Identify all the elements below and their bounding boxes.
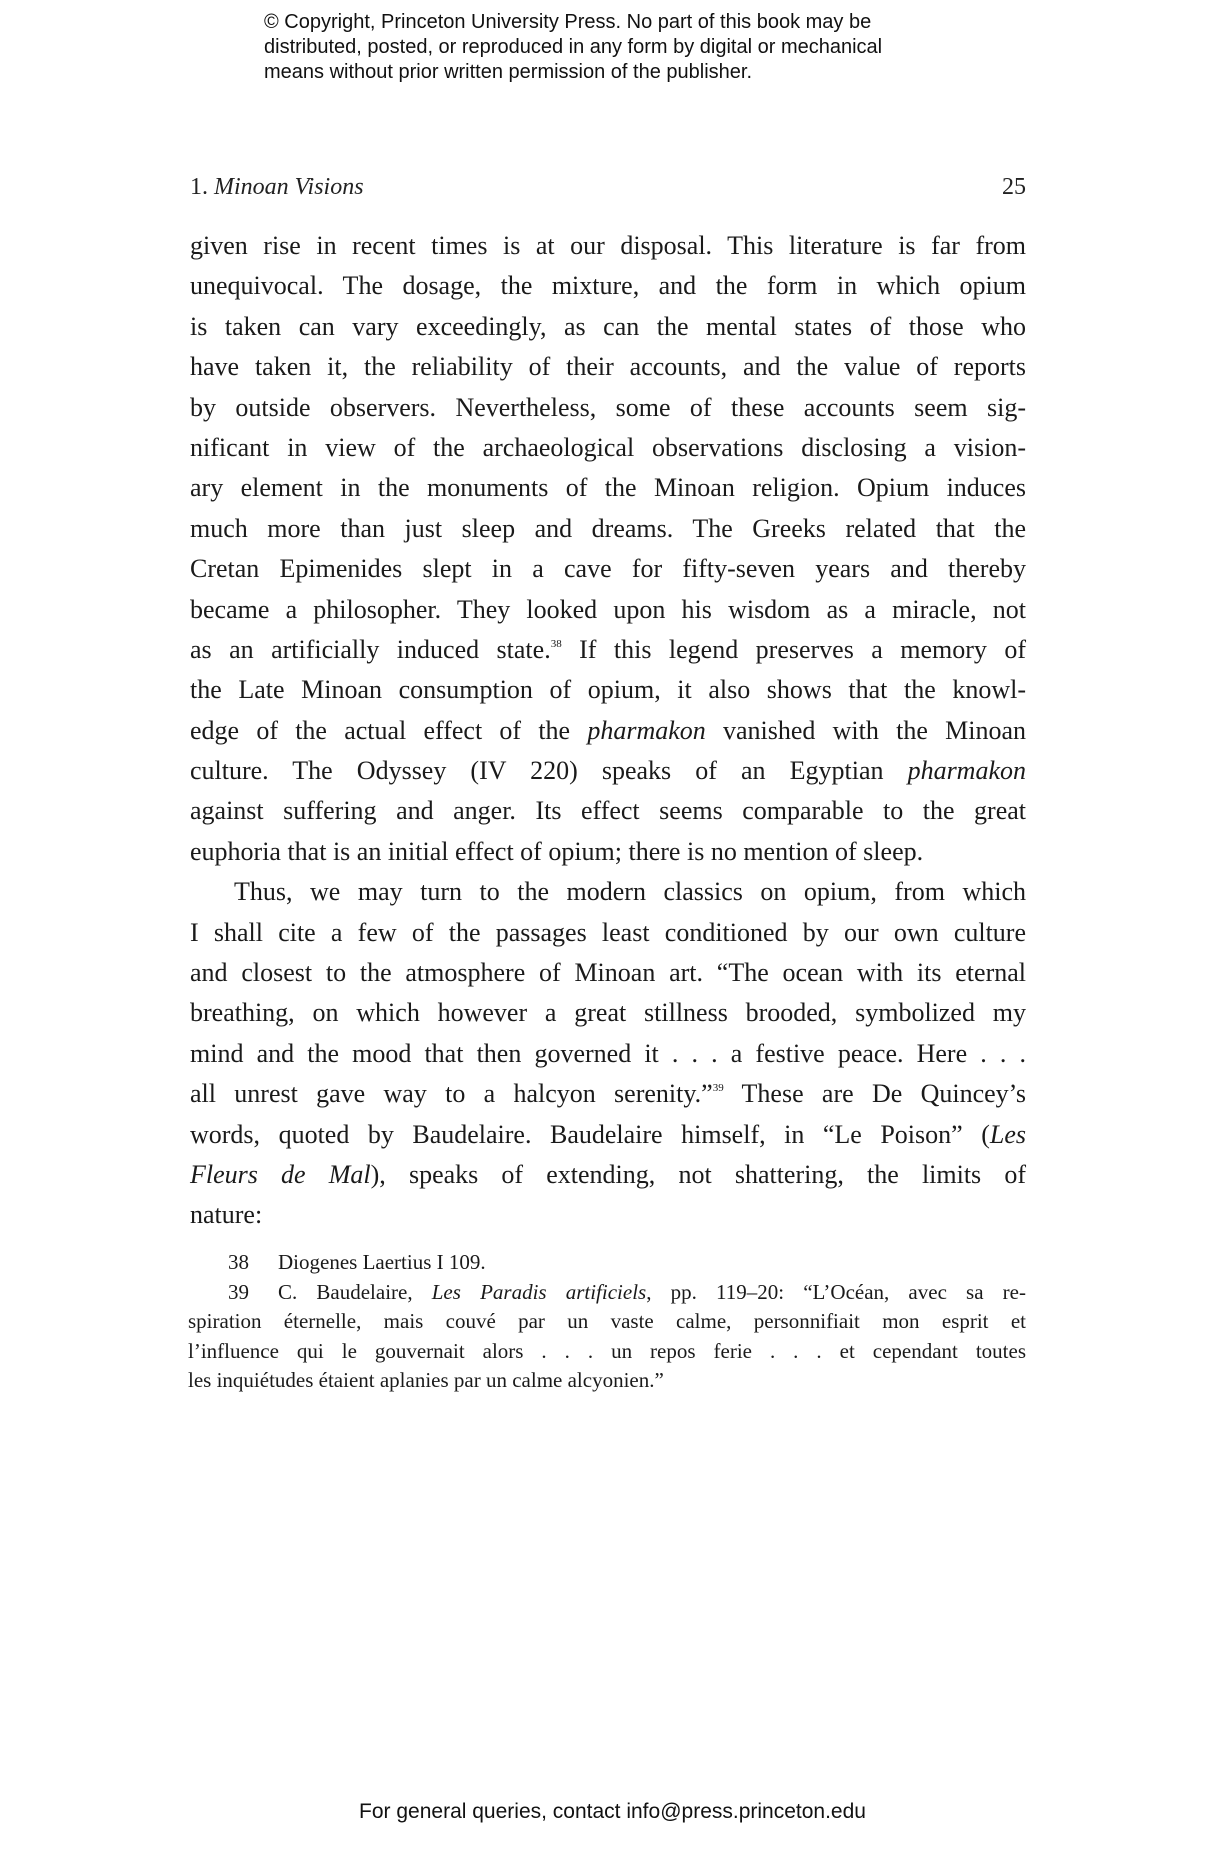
text-line: edge of the actual effect of the pharmakon vanished with the Minoan <box>190 715 1026 745</box>
copyright-line: means without prior written permission of the publisher. <box>264 61 753 83</box>
copyright-line: distributed, posted, or reproduced in any form by digital or mechanical <box>264 36 883 58</box>
text-line: Thus, we may turn to the modern classics on opium, from which <box>234 877 1026 907</box>
body-text <box>190 226 1026 1236</box>
text-line: much more than just sleep and dreams. The Greeks related that the <box>190 513 1026 543</box>
text-line: given rise in recent times is at our disposal. This literature is far from <box>190 231 1026 260</box>
chapter-number: 1. <box>190 174 208 200</box>
page-number: 25 <box>1002 174 1026 200</box>
text-line: I shall cite a few of the passages least conditioned by our own culture <box>190 917 1026 947</box>
text-line: became a philosopher. They looked upon his wisdom as a miracle, not <box>190 594 1026 624</box>
footer-contact: For general queries, contact info@press.princeton.edu <box>359 1800 866 1823</box>
copyright-line: © Copyright, Princeton University Press. No part of this book may be <box>264 11 872 33</box>
footnote-line: spiration éternelle, mais couvé par un vaste calme, personnifiait mon esprit et <box>188 1309 1026 1333</box>
footnote-line: l’influence qui le gouvernait alors . . . un repos ferie . . . et cependant toutes <box>188 1338 1026 1363</box>
text-line: against suffering and anger. Its effect seems comparable to the great <box>190 796 1026 826</box>
text-line: as an artificially induced state.$^{38}$ If this legend preserves a memory of <box>190 634 1026 664</box>
footnote-line: les inquiétudes étaient aplanies par un calme alcyonien.” <box>188 1368 664 1392</box>
footnote-38: 38 Diogenes Laertius I 109. <box>188 1248 1026 1278</box>
text-line: euphoria that is an initial effect of opium; there is no mention of sleep. <box>190 836 924 866</box>
text-line: Fleurs de Mal), speaks of extending, not shattering, the limits of <box>190 1159 1026 1189</box>
text-line: have taken it, the reliability of their accounts, and the value of reports <box>190 352 1026 382</box>
text-line: and closest to the atmosphere of Minoan art. “The ocean with its eternal <box>190 958 1026 988</box>
copyright-notice <box>264 10 964 85</box>
chapter-title-text: Minoan Visions <box>214 174 364 200</box>
text-line: by outside observers. Nevertheless, some of these accounts seem sig- <box>190 392 1026 422</box>
text-line: unequivocal. The dosage, the mixture, and the form in which opium <box>190 271 1026 301</box>
text-line: mind and the mood that then governed it . . . a festive peace. Here . . . <box>190 1038 1026 1068</box>
text-line: all unrest gave way to a halcyon serenity.”$^{39}$ These are De Quincey’s <box>190 1079 1026 1109</box>
chapter-title <box>190 174 364 201</box>
running-head <box>190 174 1026 208</box>
text-line: nificant in view of the archaeological observations disclosing a vision- <box>190 432 1026 462</box>
text-line: culture. The Odyssey (IV 220) speaks of an Egyptian pharmakon <box>190 756 1026 786</box>
footnotes <box>188 1248 1026 1396</box>
footnote-39: 39 C. Baudelaire, Les Paradis artificiels, pp. 119–20: “L’Océan, avec sa re- <box>188 1278 1026 1308</box>
text-line: words, quoted by Baudelaire. Baudelaire himself, in “Le Poison” (Les <box>190 1119 1026 1149</box>
text-line: breathing, on which however a great stillness brooded, symbolized my <box>190 998 1026 1028</box>
footnote-number: 39 <box>228 1279 249 1304</box>
text-line: the Late Minoan consumption of opium, it also shows that the knowl- <box>190 675 1026 705</box>
footnote-ref-38: 38 <box>550 637 562 650</box>
text-line: ary element in the monuments of the Minoan religion. Opium induces <box>190 473 1026 503</box>
text-line: is taken can vary exceedingly, as can the mental states of those who <box>190 311 1026 341</box>
text-line: Cretan Epimenides slept in a cave for fifty-seven years and thereby <box>190 554 1026 584</box>
footnote-ref-39: 39 <box>712 1082 724 1095</box>
text-line: nature: <box>190 1200 263 1230</box>
footnote-number: 38 <box>228 1250 249 1274</box>
